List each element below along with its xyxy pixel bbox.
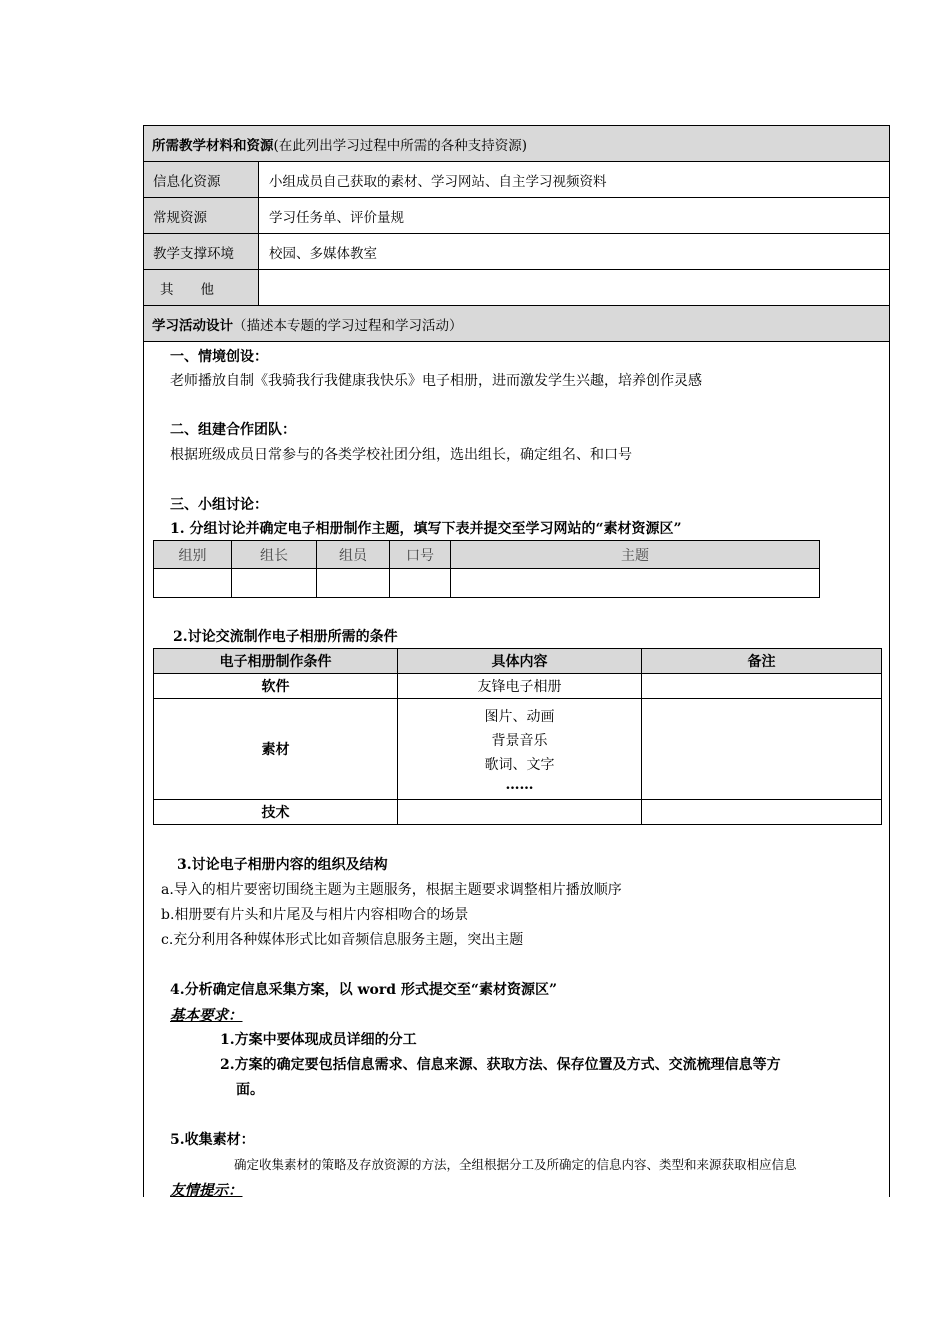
group-table-cell — [232, 569, 317, 598]
conditions-note — [642, 800, 882, 825]
conditions-cond: 素材 — [154, 699, 398, 800]
conditions-table — [153, 648, 882, 825]
conditions-content: 友锋电子相册 — [398, 674, 642, 699]
requirement-1: 1.方案中要体现成员详细的分工 — [220, 1032, 417, 1048]
conditions-table-header: 备注 — [642, 649, 882, 674]
resource-row-other — [144, 270, 889, 306]
group-table — [153, 540, 820, 598]
group-table-cell — [390, 569, 451, 598]
section-1-text: 老师播放自制《我骑我行我健康我快乐》电子相册，进而激发学生兴趣，培养创作灵感 — [170, 373, 702, 389]
question-2: 2.讨论交流制作电子相册所需的条件 — [173, 629, 398, 645]
activity-header-note: （描述本专题的学习过程和学习活动） — [233, 317, 463, 334]
requirement-2-line-2: 面。 — [236, 1082, 264, 1098]
activity-header-title: 学习活动设计 — [152, 317, 233, 334]
resource-label: 信息化资源 — [144, 162, 259, 197]
group-table-cell — [451, 569, 820, 598]
group-table-cell — [154, 569, 232, 598]
conditions-note — [642, 674, 882, 699]
group-table-header: 口号 — [390, 541, 451, 569]
resource-label: 教学支撑环境 — [144, 234, 259, 269]
basic-requirements-label: 基本要求： — [170, 1007, 243, 1024]
content-line: 背景音乐 — [491, 733, 548, 749]
group-table-header: 组长 — [232, 541, 317, 569]
conditions-table-header: 具体内容 — [398, 649, 642, 674]
question-1: 1. 分组讨论并确定电子相册制作主题，填写下表并提交至学习网站的“素材资源区” — [170, 521, 682, 537]
question-5-text: 确定收集素材的策略及存放资源的方法，全组根据分工及所确定的信息内容、类型和来源获取相应信息 — [234, 1157, 797, 1172]
question-3-item: a.导入的相片要密切围绕主题为主题服务，根据主题要求调整相片播放顺序 — [161, 882, 622, 898]
question-3-item: b.相册要有片头和片尾及与相片内容相吻合的场景 — [161, 907, 469, 923]
content-line: 图片、动画 — [484, 709, 555, 725]
group-table-cell — [317, 569, 390, 598]
resource-label: 常规资源 — [144, 198, 259, 233]
question-3-item: c.充分利用各种媒体形式比如音频信息服务主题，突出主题 — [161, 932, 524, 948]
group-table-header: 主题 — [451, 541, 820, 569]
requirement-2-line-1: 2.方案的确定要包括信息需求、信息来源、获取方法、保存位置及方式、交流梳理信息等方 — [220, 1057, 781, 1073]
conditions-table-header: 电子相册制作条件 — [154, 649, 398, 674]
question-4: 4.分析确定信息采集方案，以 word 形式提交至“素材资源区” — [170, 982, 558, 998]
question-3: 3.讨论电子相册内容的组织及结构 — [177, 857, 388, 873]
lesson-plan-frame — [143, 125, 890, 1197]
activity-header — [144, 306, 889, 342]
friendly-tip-label: 友情提示： — [170, 1182, 243, 1199]
resource-value: 小组成员自己获取的素材、学习网站、自主学习视频资料 — [269, 173, 607, 190]
conditions-content — [398, 800, 642, 825]
resource-row-environment — [144, 234, 889, 270]
resource-value: 学习任务单、评价量规 — [269, 209, 404, 226]
resource-row-digital — [144, 162, 889, 198]
section-1-title: 一、情境创设： — [170, 349, 268, 365]
content-line: …… — [505, 777, 534, 793]
conditions-cond: 软件 — [154, 674, 398, 699]
section-2-title: 二、组建合作团队： — [170, 422, 296, 438]
conditions-content — [398, 699, 642, 800]
conditions-cond: 技术 — [154, 800, 398, 825]
question-5: 5.收集素材： — [170, 1132, 255, 1148]
content-line: 歌词、文字 — [484, 757, 555, 773]
section-3-title: 三、小组讨论： — [170, 497, 268, 513]
resources-header — [144, 126, 889, 162]
resource-row-regular — [144, 198, 889, 234]
group-table-header: 组员 — [317, 541, 390, 569]
resource-label: 其 他 — [144, 270, 259, 305]
resources-header-note: (在此列出学习过程中所需的各种支持资源) — [273, 137, 528, 154]
section-2-text: 根据班级成员日常参与的各类学校社团分组，选出组长，确定组名、和口号 — [170, 447, 632, 463]
conditions-note — [642, 699, 882, 800]
resource-value: 校园、多媒体教室 — [269, 245, 377, 262]
group-table-header: 组别 — [154, 541, 232, 569]
resources-header-title: 所需教学材料和资源 — [152, 137, 274, 154]
